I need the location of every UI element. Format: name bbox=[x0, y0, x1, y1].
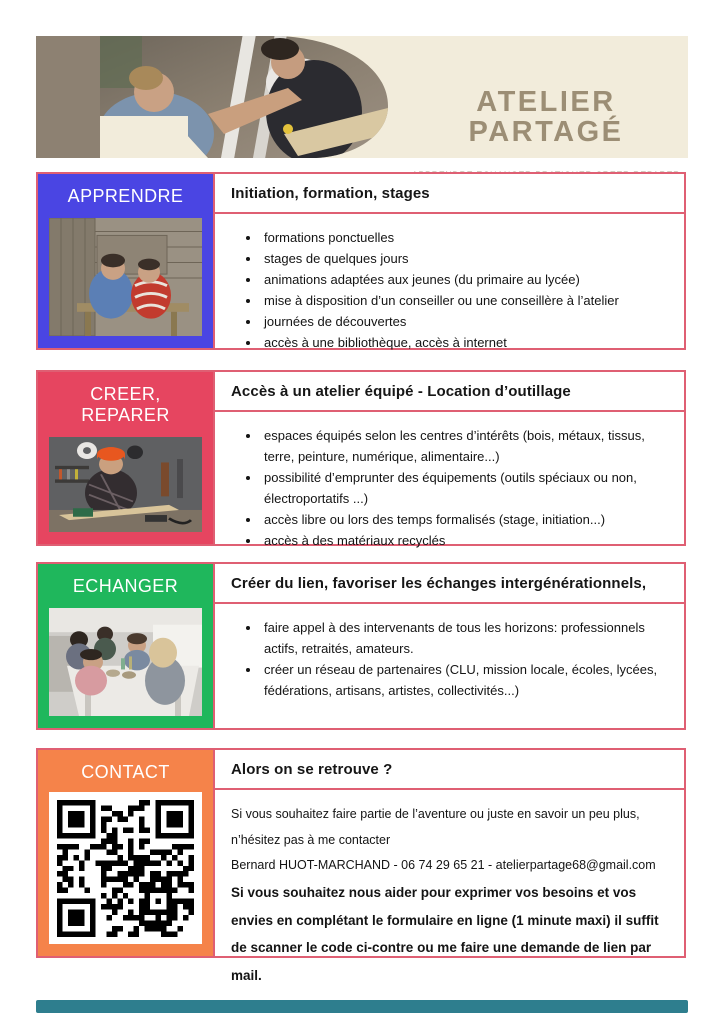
bullet-item: • animations adaptées aux jeunes (du primaire au lycée) bbox=[261, 269, 668, 290]
section-echanger-title: Créer du lien, favoriser les échanges intergénérationnels, bbox=[231, 575, 647, 592]
title-divider bbox=[215, 788, 684, 790]
section-echanger bbox=[36, 562, 686, 730]
bullet-item: • créer un réseau de partenaires (CLU, mission locale, écoles, lycées, fédérations, artisans, artistes, collectivités...) bbox=[261, 659, 668, 701]
title-divider bbox=[215, 602, 684, 604]
contact-intro: Si vous souhaitez faire partie de l’aventure ou juste en savoir un peu plus, n’hésitez pas à me contacter bbox=[231, 807, 640, 847]
bullet-item: • possibilité d’emprunter des équipements (outils spéciaux ou non, électroportatifs ...) bbox=[261, 467, 668, 509]
bullet-item: • journées de découvertes bbox=[261, 311, 668, 332]
bullet-item: • accès libre ou lors des temps formalisés (stage, initiation...) bbox=[261, 509, 668, 530]
section-creer-reparer-title: Accès à un atelier équipé - Location d’outillage bbox=[231, 383, 571, 400]
section-contact-sidebar bbox=[38, 750, 215, 956]
qr-code bbox=[49, 792, 202, 944]
header-banner bbox=[36, 36, 688, 158]
brand-title-line1: ATELIER bbox=[476, 86, 616, 118]
title-divider bbox=[215, 212, 684, 214]
section-contact-content bbox=[215, 750, 684, 983]
section-contact-label: CONTACT bbox=[81, 762, 170, 782]
contact-text bbox=[231, 802, 668, 990]
workshop-maker-photo bbox=[49, 437, 202, 532]
section-contact bbox=[36, 748, 686, 983]
section-apprendre-label: APPRENDRE bbox=[67, 186, 184, 206]
bullet-item: • mise à disposition d’un conseiller ou une conseillère à l’atelier bbox=[261, 290, 668, 311]
bullet-item: • espaces équipés selon les centres d’intérêts (bois, métaux, tissus, terre, peinture, numérique, alimentaire...) bbox=[261, 425, 668, 467]
section-contact-title: Alors on se retrouve ? bbox=[231, 761, 393, 778]
contact-details: Bernard HUOT-MARCHAND - 06 74 29 65 21 - atelierpartage68@gmail.com bbox=[231, 858, 656, 873]
section-echanger-content bbox=[215, 564, 684, 728]
bullet-item: • formations ponctuelles bbox=[261, 227, 668, 248]
section-creer-reparer-content bbox=[215, 372, 684, 549]
section-apprendre-title: Initiation, formation, stages bbox=[231, 185, 430, 202]
brand-title-line2: PARTAGÉ bbox=[468, 115, 624, 148]
bullet-list bbox=[231, 617, 668, 701]
section-creer-reparer-sidebar bbox=[38, 372, 215, 544]
bullet-list bbox=[231, 425, 668, 551]
section-echanger-sidebar bbox=[38, 564, 215, 728]
people-woodworking-photo-illustration bbox=[36, 36, 396, 158]
bullet-item: • accès à une bibliothèque, accès à internet bbox=[261, 332, 668, 353]
title-divider bbox=[215, 410, 684, 412]
header-photo bbox=[36, 36, 396, 158]
section-creer-reparer bbox=[36, 370, 686, 549]
brand-title bbox=[426, 88, 666, 147]
footer-bar bbox=[36, 1000, 688, 1013]
section-echanger-label: ECHANGER bbox=[72, 576, 179, 596]
bullet-item: • accès à des matériaux recyclés bbox=[261, 530, 668, 551]
group-craft-table-photo bbox=[49, 608, 202, 716]
section-creer-reparer-label: CREER, REPARER bbox=[81, 384, 170, 425]
section-apprendre bbox=[36, 172, 686, 350]
children-woodworking-photo bbox=[49, 218, 202, 336]
bullet-list bbox=[231, 227, 668, 353]
bullet-item: • stages de quelques jours bbox=[261, 248, 668, 269]
contact-call-to-action: Si vous souhaitez nous aider pour exprimer vos besoins et vos envies en complétant le formulaire en ligne (1 minute maxi) il suffit de scanner le code ci-contre ou me faire une demande de lien par mail. bbox=[231, 884, 659, 983]
section-apprendre-content bbox=[215, 174, 684, 351]
bullet-item: • faire appel à des intervenants de tous les horizons: professionnels actifs, retraités, amateurs. bbox=[261, 617, 668, 659]
section-apprendre-sidebar bbox=[38, 174, 215, 348]
